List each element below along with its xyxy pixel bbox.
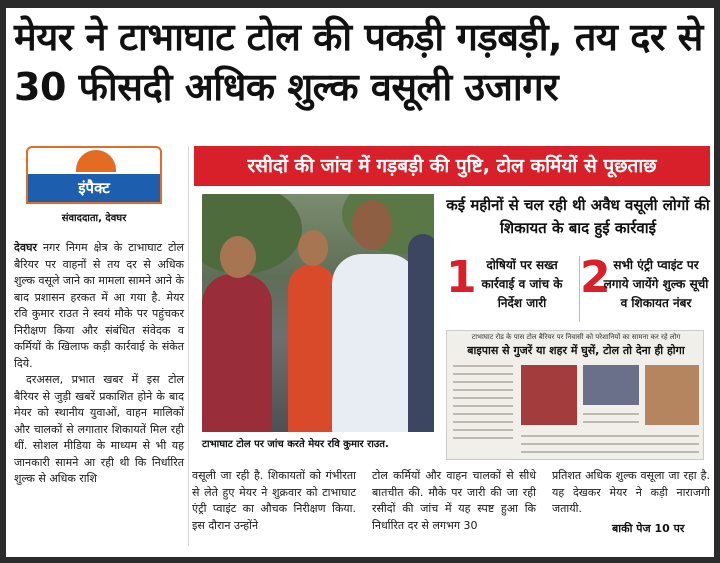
column-rule xyxy=(188,146,189,546)
paragraph-2: दरअसल, प्रभात खबर में इस टोल बैरियर से जुड़ी खबरें प्रकाशित होने के बाद मेयर को स्थानीय युवाओं, वाहन मालिकों और चालकों से लगातार शिकायतें मिल रही थीं. सोशल मीडिया के माध्यम से भी यह जानकारी सामने आ रही थी कि निर्धारित शुल्क से अधिक राशि xyxy=(14,373,184,485)
frame-bottom xyxy=(0,557,720,563)
sun-icon xyxy=(76,150,116,172)
red-banner: रसीदों की जांच में गड़बड़ी की पुष्टि, टोल कर्मियों से पूछताछ xyxy=(194,146,710,186)
news-photo xyxy=(202,194,434,432)
clipping-text-line xyxy=(453,429,513,431)
body-column-4: प्रतिशत अधिक शुल्क वसूला जा रहा है. यह देखकर मेयर ने कड़ी नाराजगी जतायी. xyxy=(552,469,710,515)
photo-caption: टाभाघाट टोल पर जांच करते मेयर रवि कुमार राउत. xyxy=(202,439,389,450)
photo-person xyxy=(332,254,418,432)
continued-note: बाकी पेज 10 पर xyxy=(612,522,685,535)
photo-head xyxy=(352,200,392,250)
clipping-headline: बाइपास से गुजरें या शहर में घुसें, टोल तो देना ही होगा xyxy=(467,344,685,357)
clipping-photo xyxy=(583,365,639,405)
clipping-text-line xyxy=(453,389,513,391)
clipping-text-line xyxy=(453,421,513,423)
main-headline: मेयर ने टाभाघाट टोल की पकड़ी गड़बड़ी, तय दर से 30 फीसदी अधिक शुल्क वसूली उजागर xyxy=(14,15,703,109)
point-1 xyxy=(446,252,576,324)
frame-left xyxy=(0,0,6,563)
clipping-photo xyxy=(521,365,577,425)
clipping-text-line xyxy=(521,443,699,445)
clipping-text-line xyxy=(453,365,513,367)
body-column-2: वसूली जा रही है. शिकायतों को गंभीरता से लेते हुए मेयर ने शुक्रवार को टाभाघाट एंट्री प्वाइंट का औचक निरीक्षण किया. इस दौरान उन्होंने xyxy=(192,469,356,532)
clipping-kicker: टाभाघाट रोड के पास टोल बैरियर पर निवासी को परेशानियों का सामना कर रहे लोग xyxy=(471,333,681,341)
dateline: देवघर xyxy=(14,241,37,254)
subhead: कई महीनों से चल रही थी अवैध वसूली लोगों की शिकायत के बाद हुई कार्रवाई xyxy=(446,196,710,237)
body-column-3: टोल कर्मियों और वाहन चालकों से सीधे बातचीत की. मौके पर जारी की जा रही रसीदों की जांच में यह स्पष्ट हुआ कि निर्धारित दर से लगभग 30 xyxy=(372,469,536,532)
frame-right xyxy=(714,0,720,563)
clipping-text-line xyxy=(453,373,513,375)
point-text: दोषियों पर सख्त कार्रवाई व जांच के निर्देश जारी xyxy=(481,258,563,310)
point-text: सभी एंट्री प्वाइंट पर लगाये जायेंगे शुल्क सूची व शिकायत नंबर xyxy=(603,258,709,310)
photo-head xyxy=(220,236,256,278)
clipping-text-line xyxy=(453,397,513,399)
photo-person xyxy=(408,234,434,432)
point-2 xyxy=(580,252,710,324)
photo-person xyxy=(288,264,336,432)
impact-logo xyxy=(26,146,162,204)
clipping-text-line xyxy=(453,437,513,439)
photo-person xyxy=(202,274,272,432)
frame-top xyxy=(0,0,720,8)
photo-head xyxy=(298,230,328,266)
point-number: 2 xyxy=(580,252,611,303)
body-column-1 xyxy=(14,240,184,488)
byline: संवाददाता, देवघर xyxy=(61,213,127,224)
previous-clipping xyxy=(446,330,704,460)
impact-box xyxy=(14,146,174,226)
paragraph-1: नगर निगम क्षेत्र के टाभाघाट टोल बैरियर पर वाहनों से तय दर से अधिक शुल्क वसूले जाने का मामला सामने आने के बाद प्रशासन हरकत में आ गया है. मेयर रवि कुमार राउत ने स्वयं मौके पर पहुंचकर निरीक्षण किया और संबंधित संवेदक व कर्मियों के खिलाफ कड़ी कार्रवाई के संकेत दिये. xyxy=(14,241,184,370)
point-number: 1 xyxy=(446,252,477,303)
clipping-text-line xyxy=(453,381,513,383)
clipping-text-line xyxy=(521,435,699,437)
clipping-text-line xyxy=(583,413,639,415)
clipping-text-line xyxy=(453,413,513,415)
clipping-photo xyxy=(645,365,699,425)
clipping-text-line xyxy=(521,451,699,453)
impact-label: इंपैक्ट xyxy=(28,174,160,202)
clipping-text-line xyxy=(453,405,513,407)
clipping-text-line xyxy=(583,421,639,423)
